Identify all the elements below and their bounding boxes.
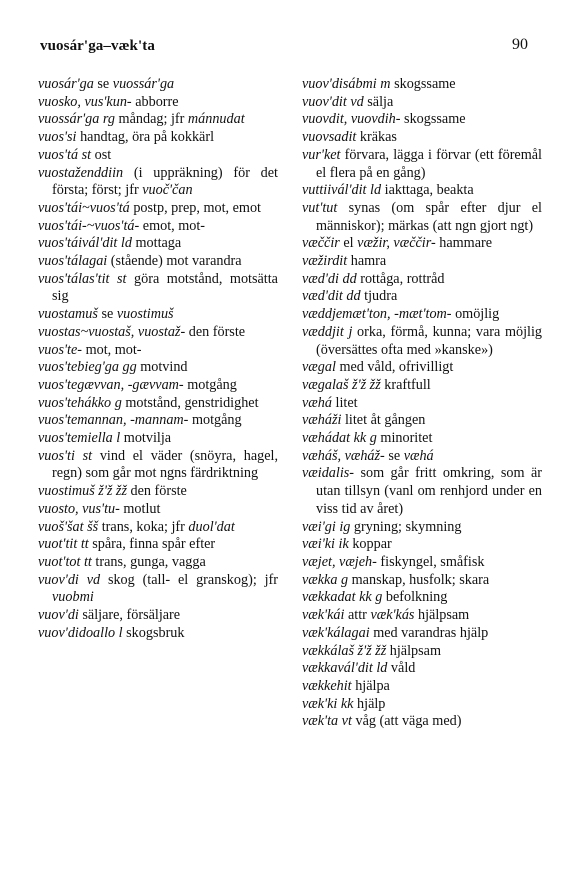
definition: den förste: [126, 483, 187, 500]
dictionary-entry: [302, 200, 542, 235]
headword: væddjemæt'ton, -mæt'tom-: [302, 306, 452, 323]
definition: mot, mot-: [82, 341, 142, 358]
left-column: [38, 76, 278, 643]
headword: vuos'tálagai: [38, 253, 108, 270]
headword: væi'gi ig: [302, 518, 351, 535]
dictionary-entry: [38, 111, 278, 129]
definition: emot, mot-: [139, 217, 206, 234]
definition: minoritet: [376, 430, 433, 447]
headword: vuttiivál'dit ld: [302, 182, 382, 199]
dictionary-entry: [302, 607, 542, 625]
headword: vuot'tit tt: [38, 536, 89, 553]
dictionary-entry: [38, 147, 278, 165]
definition: manskap, husfolk; skara: [348, 571, 490, 588]
definition: kräkas: [356, 129, 397, 146]
headword: væččir: [302, 235, 340, 252]
definition: hjälp: [353, 695, 386, 712]
headword: væi'ki ik: [302, 536, 349, 553]
dictionary-entry: [302, 412, 542, 430]
dictionary-entry: [38, 536, 278, 554]
dictionary-entry: [302, 235, 542, 253]
dictionary-entry: [38, 306, 278, 324]
dictionary-entry: [38, 377, 278, 395]
headword: væhádat kk g: [302, 430, 377, 447]
definition: fiskyngel, småfisk: [376, 553, 485, 570]
headword: væk'kái: [302, 607, 345, 624]
headword: vuos'temannan, -mannam-: [38, 412, 189, 429]
headword: vuosko, vus'kun-: [38, 93, 132, 110]
definition: med våld, ofrivilligt: [335, 359, 454, 376]
headword: vuovsadit: [302, 129, 357, 146]
headword: væk'kálagai: [302, 624, 370, 641]
headword: væháži: [302, 412, 342, 429]
definition: omöjlig: [451, 306, 500, 323]
headword: vægal: [302, 359, 336, 376]
headword: vuos'te-: [38, 341, 83, 358]
headword: vuos'temiella l: [38, 430, 121, 447]
definition: sälja: [363, 93, 394, 110]
dictionary-entry: [302, 696, 542, 714]
headword: vækkavál'dit ld: [302, 660, 388, 677]
dictionary-entry: [302, 111, 542, 129]
headword: vuostas~vuostaš, vuostaž-: [38, 323, 186, 340]
cross-reference: væk'kás: [370, 607, 415, 624]
headword: vuoš'šat šš: [38, 518, 99, 535]
cross-reference: duol'dat: [188, 518, 235, 535]
dictionary-entry: [38, 76, 278, 94]
definition: attr: [344, 607, 371, 624]
headword: vuos'tegævvan, -gævvam-: [38, 376, 184, 393]
dictionary-entry: [302, 465, 542, 518]
definition: motgång: [183, 376, 237, 393]
headword: vækkálaš ž'ž žž: [302, 642, 387, 659]
dictionary-entry: [302, 554, 542, 572]
headword: vuos'si: [38, 129, 77, 146]
dictionary-entry: [302, 395, 542, 413]
headword: væháš, væháž-: [302, 447, 385, 464]
dictionary-entry: [302, 76, 542, 94]
dictionary-entry: [38, 501, 278, 519]
definition: måndag; jfr: [115, 111, 188, 128]
definition: våg (att väga med): [351, 713, 462, 730]
definition: orka, förmå, kunna; vara möjlig (översättes ofta med »kanske»): [316, 323, 542, 358]
dictionary-entry: [302, 643, 542, 661]
dictionary-entry: [302, 448, 542, 466]
definition: synas (om spår efter djur el människor); märkas (att ngn gjort ngt): [316, 199, 542, 234]
headword: vuos'tehákko g: [38, 394, 122, 411]
headword: væd'dit dd: [302, 288, 361, 305]
definition: kraftfull: [380, 376, 431, 393]
dictionary-entry: [38, 448, 278, 483]
dictionary-entry: [38, 554, 278, 572]
cross-reference: vuobmi: [52, 589, 94, 606]
headword: vuossár'ga rg: [38, 111, 115, 128]
definition: gryning; skymning: [350, 518, 462, 535]
dictionary-entry: [38, 342, 278, 360]
definition: mottaga: [131, 235, 182, 252]
definition: rottåga, rottråd: [356, 270, 445, 287]
definition: med varandras hjälp: [369, 624, 489, 641]
dictionary-entry: [302, 182, 542, 200]
definition: (stående) mot varandra: [107, 253, 242, 270]
cross-reference: vuoč'čan: [142, 182, 193, 199]
headword: vuos'tái~vuos'tá: [38, 199, 130, 216]
definition: handtag, öra på kokkärl: [76, 129, 215, 146]
definition: koppar: [348, 536, 392, 553]
headword: vuosto, vus'tu-: [38, 500, 120, 517]
dictionary-entry: [38, 572, 278, 607]
cross-reference: væžir, væččir-: [357, 235, 436, 252]
headword: vækkadat kk g: [302, 589, 383, 606]
headword: væk'ki kk: [302, 695, 354, 712]
headword: vuos'tálas'tit st: [38, 270, 127, 287]
cross-reference: væhá: [403, 447, 434, 464]
dictionary-entry: [38, 607, 278, 625]
dictionary-entry: [302, 625, 542, 643]
dictionary-entry: [38, 395, 278, 413]
definition: som går fritt omkring, som är utan tillsyn (vanl om renhjord under en viss tid av året): [316, 465, 542, 517]
definition: iakttaga, beakta: [381, 182, 474, 199]
page-header: [40, 38, 528, 60]
definition: motstånd, genstridighet: [121, 394, 259, 411]
definition: skogssame: [400, 111, 466, 128]
definition: ost: [91, 146, 112, 163]
dictionary-entry: [38, 271, 278, 306]
dictionary-entry: [38, 165, 278, 200]
dictionary-entry: [302, 678, 542, 696]
dictionary-entry: [38, 129, 278, 147]
definition: abborre: [131, 93, 179, 110]
definition: vind el väder (snöyra, hagel, regn) som går mot ngns färdriktning: [52, 447, 278, 482]
headword: vuostimuš ž'ž žž: [38, 483, 127, 500]
headword: vuosár'ga: [38, 76, 94, 92]
headword: vuostamuš: [38, 306, 98, 323]
dictionary-entry: [302, 589, 542, 607]
dictionary-entry: [302, 572, 542, 590]
headword: væhá: [302, 394, 332, 411]
definition: den förste: [185, 323, 246, 340]
dictionary-entry: [302, 271, 542, 289]
definition: el: [339, 235, 358, 252]
definition: spåra, finna spår efter: [88, 536, 216, 553]
headword: vækka g: [302, 571, 349, 588]
definition: säljare, försäljare: [78, 607, 181, 624]
definition: hjälpsam: [386, 642, 441, 659]
headword: væk'ta vt: [302, 713, 352, 730]
dictionary-entry: [38, 430, 278, 448]
definition: (i uppräkning) för det första; först; jfr: [52, 164, 278, 199]
definition: befolkning: [382, 589, 448, 606]
headword: vuos'tebieg'ga gg: [38, 359, 137, 376]
definition: litet: [331, 394, 358, 411]
dictionary-entry: [302, 713, 542, 731]
definition: litet åt gången: [341, 412, 426, 429]
cross-reference: vuostimuš: [116, 306, 174, 323]
definition: se: [93, 76, 113, 92]
definition: motvind: [136, 359, 188, 376]
definition: skogssame: [390, 76, 456, 92]
headword: væddjit j: [302, 323, 353, 340]
headword: vuostaženddiin: [38, 164, 124, 181]
dictionary-entry: [302, 288, 542, 306]
definition: förvara, lägga i förvar (ett föremål el flera på en gång): [316, 146, 542, 181]
headword: væidalis-: [302, 465, 355, 482]
dictionary-entry: [38, 519, 278, 537]
dictionary-entry: [302, 519, 542, 537]
running-head: vuosár'ga–væk'ta: [40, 38, 155, 54]
headword: vuos'tá st: [38, 146, 92, 163]
dictionary-entry: [38, 625, 278, 643]
headword: vut'tut: [302, 199, 338, 216]
definition: motvilja: [120, 430, 172, 447]
dictionary-entry: [38, 235, 278, 253]
headword: væjet, væjeh-: [302, 553, 377, 570]
headword: vuovdit, vuovdih-: [302, 111, 401, 128]
headword: vuov'didoallo l: [38, 624, 123, 641]
headword: vuos'ti st: [38, 447, 93, 464]
dictionary-entry: [38, 483, 278, 501]
definition-tail: hjälpsam: [414, 607, 470, 624]
definition: se: [384, 447, 404, 464]
definition: trans, gunga, vagga: [91, 553, 206, 570]
dictionary-entry: [38, 253, 278, 271]
definition-tail: hammare: [435, 235, 493, 252]
dictionary-entry: [302, 324, 542, 359]
dictionary-entry: [302, 306, 542, 324]
definition: hjälpa: [351, 677, 390, 694]
headword: vækkehit: [302, 677, 352, 694]
dictionary-entry: [302, 430, 542, 448]
headword: vuos'tái-~vuos'tá-: [38, 217, 140, 234]
right-column: [302, 76, 542, 731]
dictionary-entry: [38, 324, 278, 342]
headword: vægalaš ž'ž žž: [302, 376, 381, 393]
dictionary-entry: [302, 536, 542, 554]
cross-reference: mánnudat: [187, 111, 245, 128]
page-number: 90: [512, 36, 528, 53]
headword: vuov'dit vd: [302, 93, 364, 110]
dictionary-entry: [302, 253, 542, 271]
headword: væd'di dd: [302, 270, 357, 287]
headword: vur'ket: [302, 146, 341, 163]
definition: skog (tall- el granskog); jfr: [100, 571, 278, 588]
headword: vuov'disábmi m: [302, 76, 391, 92]
headword: vuov'di: [38, 607, 79, 624]
definition: våld: [387, 660, 416, 677]
dictionary-entry: [38, 200, 278, 218]
dictionary-entry: [302, 129, 542, 147]
dictionary-entry: [302, 660, 542, 678]
dictionary-entry: [302, 377, 542, 395]
definition: postp, prep, mot, emot: [129, 199, 262, 216]
headword: væžirdit: [302, 253, 348, 270]
definition: tjudra: [360, 288, 398, 305]
headword: vuov'di vd: [38, 571, 101, 588]
definition: motgång: [188, 412, 242, 429]
definition: motlut: [119, 500, 161, 517]
headword: vuos'táivál'dit ld: [38, 235, 132, 252]
dictionary-entry: [38, 412, 278, 430]
definition: se: [97, 306, 117, 323]
dictionary-entry: [38, 359, 278, 377]
dictionary-entry: [302, 359, 542, 377]
dictionary-entry: [302, 94, 542, 112]
dictionary-entry: [302, 147, 542, 182]
dictionary-entry: [38, 218, 278, 236]
definition: göra motstånd, motsätta sig: [52, 270, 278, 305]
definition: trans, koka; jfr: [98, 518, 189, 535]
definition: hamra: [347, 253, 387, 270]
headword: vuot'tot tt: [38, 553, 92, 570]
definition: skogsbruk: [122, 624, 185, 641]
cross-reference: vuossár'ga: [112, 76, 175, 92]
dictionary-entry: [38, 94, 278, 112]
